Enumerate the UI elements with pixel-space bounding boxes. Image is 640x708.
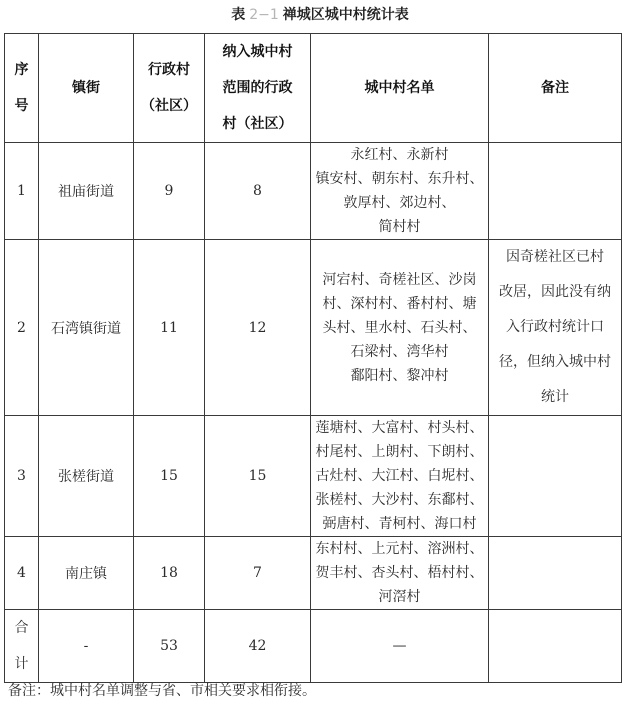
cell-total-included-villages: 42 xyxy=(205,610,311,683)
cell-total-street: - xyxy=(39,610,134,683)
cell-admin-villages: 9 xyxy=(134,143,205,240)
cell-village-list: 永红村、永新村 镇安村、朝东村、东升村、 敦厚村、郊边村、 简村村 xyxy=(311,143,489,240)
cell-seq: 3 xyxy=(5,416,39,537)
cell-included-villages: 8 xyxy=(205,143,311,240)
cell-total-village-list: — xyxy=(311,610,489,683)
header-remarks: 备注 xyxy=(489,34,622,143)
cell-village-list: 莲塘村、大富村、村头村、 村尾村、上朗村、下朗村、 古灶村、大江村、白坭村、 张槎村、大沙村、东鄱村、 弼唐村、青柯村、海口村 xyxy=(311,416,489,537)
footnote: 备注：城中村名单调整与省、市相关要求相衔接。 xyxy=(8,683,316,699)
cell-total-admin-villages: 53 xyxy=(134,610,205,683)
title-number: 2−1 xyxy=(249,7,279,23)
cell-total-remarks xyxy=(489,610,622,683)
cell-remarks xyxy=(489,537,622,610)
cell-included-villages: 15 xyxy=(205,416,311,537)
total-row xyxy=(5,610,622,683)
cell-remarks xyxy=(489,143,622,240)
village-statistics-table xyxy=(4,33,622,683)
table-row xyxy=(5,240,622,416)
cell-included-villages: 7 xyxy=(205,537,311,610)
cell-total-label: 合 计 xyxy=(5,610,39,683)
header-village-list: 城中村名单 xyxy=(311,34,489,143)
cell-village-list: 河宕村、奇槎社区、沙岗 村、深村村、番村村、塘 头村、里水村、石头村、 石梁村、湾华村 鄱阳村、黎冲村 xyxy=(311,240,489,416)
cell-seq: 4 xyxy=(5,537,39,610)
cell-street: 石湾镇街道 xyxy=(39,240,134,416)
cell-street: 祖庙街道 xyxy=(39,143,134,240)
cell-seq: 2 xyxy=(5,240,39,416)
header-row xyxy=(5,34,622,143)
cell-admin-villages: 18 xyxy=(134,537,205,610)
cell-included-villages: 12 xyxy=(205,240,311,416)
cell-street: 张槎街道 xyxy=(39,416,134,537)
header-street: 镇街 xyxy=(39,34,134,143)
cell-street: 南庄镇 xyxy=(39,537,134,610)
header-seq: 序 号 xyxy=(5,34,39,143)
cell-remarks xyxy=(489,416,622,537)
header-included-villages: 纳入城中村 范围的行政 村（社区） xyxy=(205,34,311,143)
cell-remarks: 因奇槎社区已村 改居，因此没有纳 入行政村统计口 径，但纳入城中村 统计 xyxy=(489,240,622,416)
header-admin-villages: 行政村 （社区） xyxy=(134,34,205,143)
title-prefix: 表 xyxy=(231,7,246,23)
cell-admin-villages: 15 xyxy=(134,416,205,537)
table-row xyxy=(5,537,622,610)
table-row xyxy=(5,143,622,240)
cell-admin-villages: 11 xyxy=(134,240,205,416)
table-row xyxy=(5,416,622,537)
cell-village-list: 东村村、上元村、溶洲村、 贺丰村、杏头村、梧村村、 河滘村 xyxy=(311,537,489,610)
title-text: 禅城区城中村统计表 xyxy=(282,7,409,23)
cell-seq: 1 xyxy=(5,143,39,240)
table-title xyxy=(0,4,640,26)
